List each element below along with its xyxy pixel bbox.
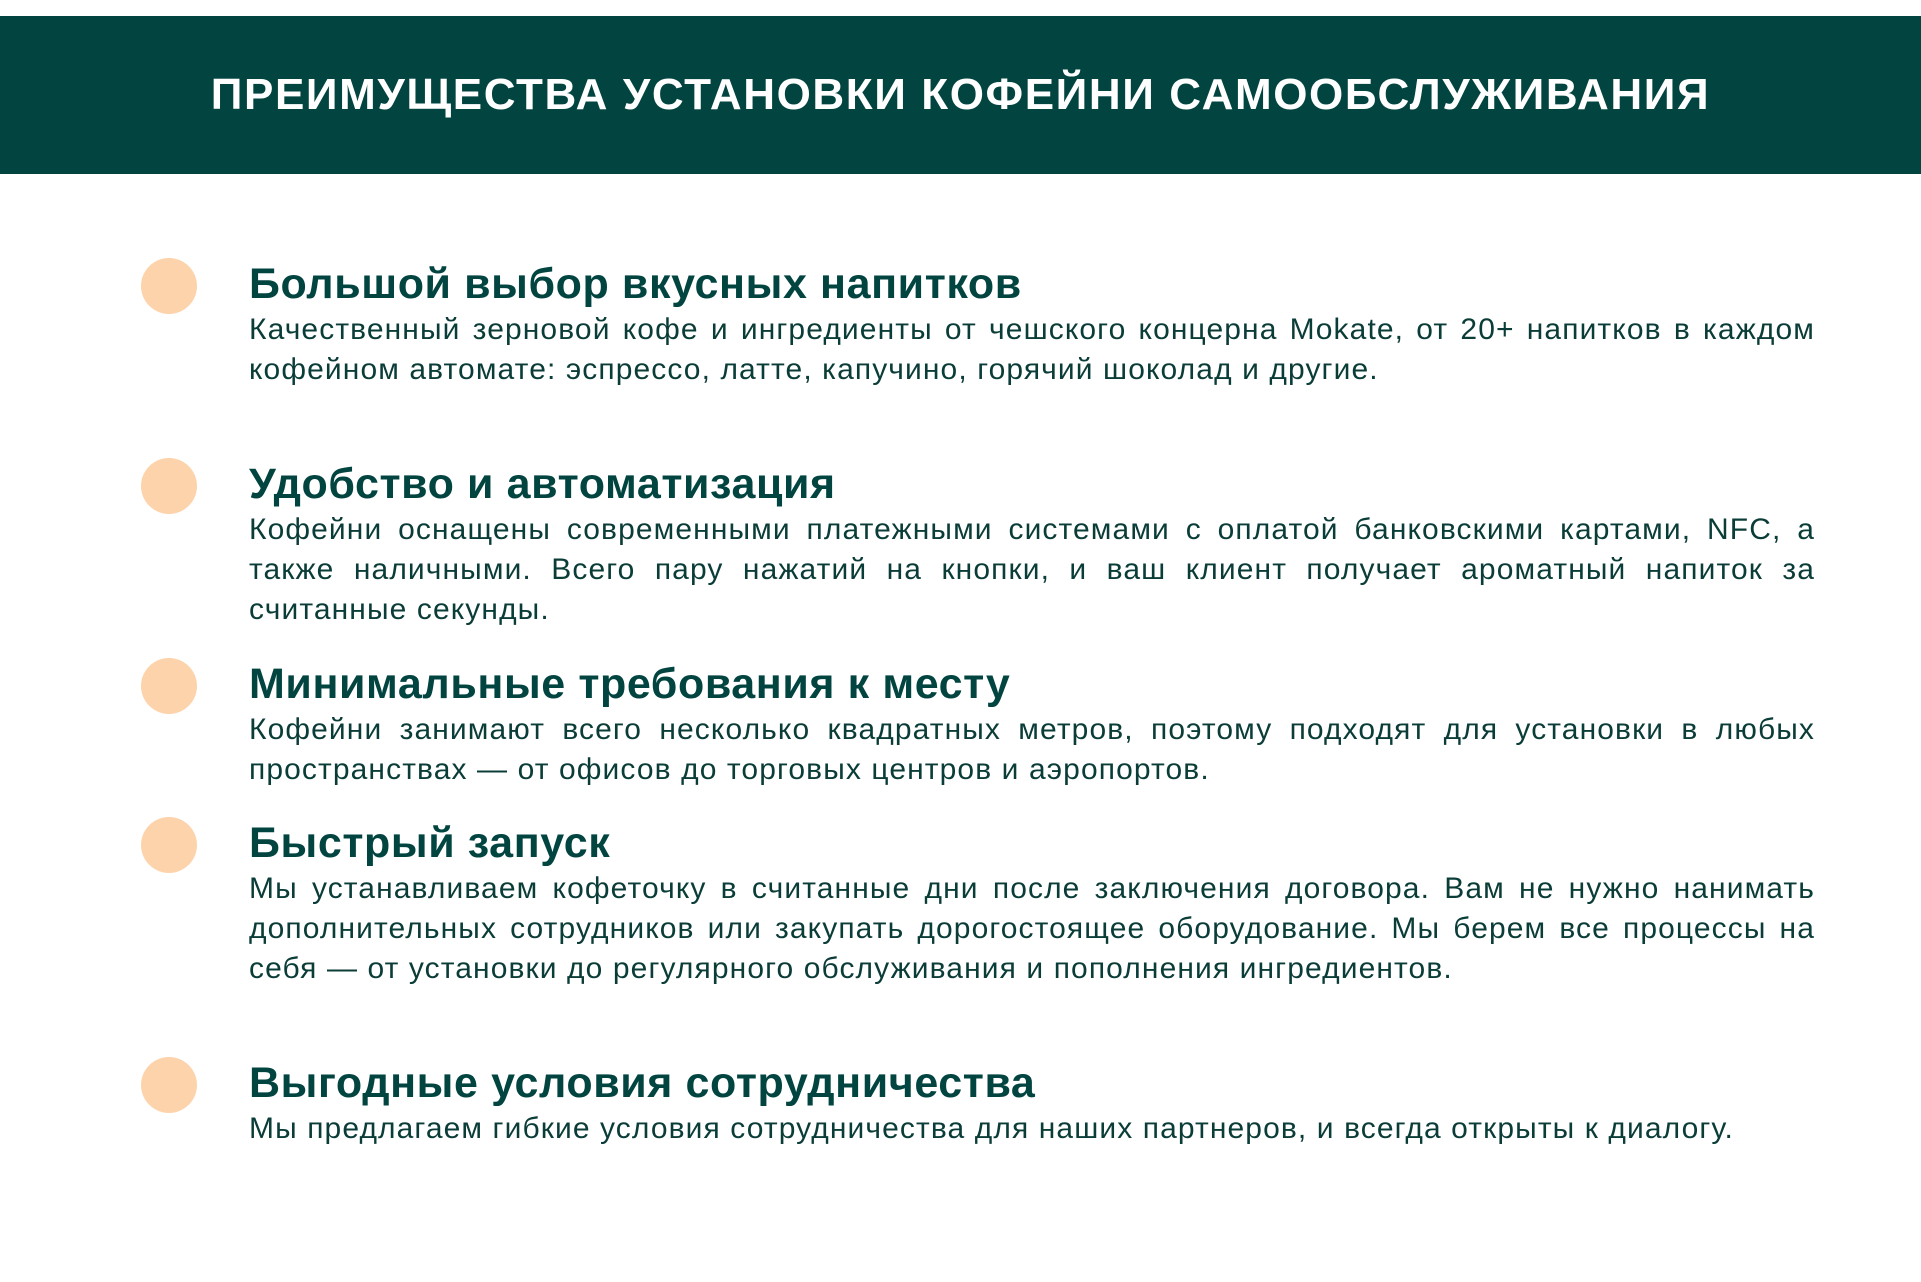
benefit-text: Кофейни оснащены современными платежными системами с оплатой банковскими картами, NFC, а также наличными. Всего пару нажатий на кнопки, и ваш клиент получает ароматный напиток за считанные секунды. (249, 513, 1815, 626)
benefit-title: Быстрый запуск (249, 819, 611, 867)
page-title: ПРЕИМУЩЕСТВА УСТАНОВКИ КОФЕЙНИ САМООБСЛУЖИВАНИЯ (210, 70, 1711, 119)
benefit-title: Удобство и автоматизация (249, 460, 836, 508)
bullet-circle-icon (141, 658, 197, 714)
header-banner (0, 16, 1921, 174)
benefit-text: Мы предлагаем гибкие условия сотрудничества для наших партнеров, и всегда открыты к диалогу. (249, 1112, 1734, 1145)
bullet-circle-icon (141, 1057, 197, 1113)
benefit-text: Качественный зерновой кофе и ингредиенты от чешского концерна Mokate, от 20+ напитков в каждом кофейном автомате: эспрессо, латте, капучино, горячий шоколад и другие. (249, 313, 1815, 386)
benefit-text: Кофейни занимают всего несколько квадратных метров, поэтому подходят для установки в любых пространствах — от офисов до торговых центров и аэропортов. (249, 713, 1815, 786)
bullet-circle-icon (141, 258, 197, 314)
benefit-title: Минимальные требования к месту (249, 660, 1011, 708)
benefit-text: Мы устанавливаем кофеточку в считанные дни после заключения договора. Вам не нужно нанимать дополнительных сотрудников или закупать дорогостоящее оборудование. Мы берем все процессы на себя — от установки до регулярного обслуживания и пополнения ингредиентов. (249, 872, 1815, 985)
benefit-title: Выгодные условия сотрудничества (249, 1059, 1036, 1107)
bullet-circle-icon (141, 817, 197, 873)
benefit-title: Большой выбор вкусных напитков (249, 260, 1022, 308)
bullet-circle-icon (141, 458, 197, 514)
